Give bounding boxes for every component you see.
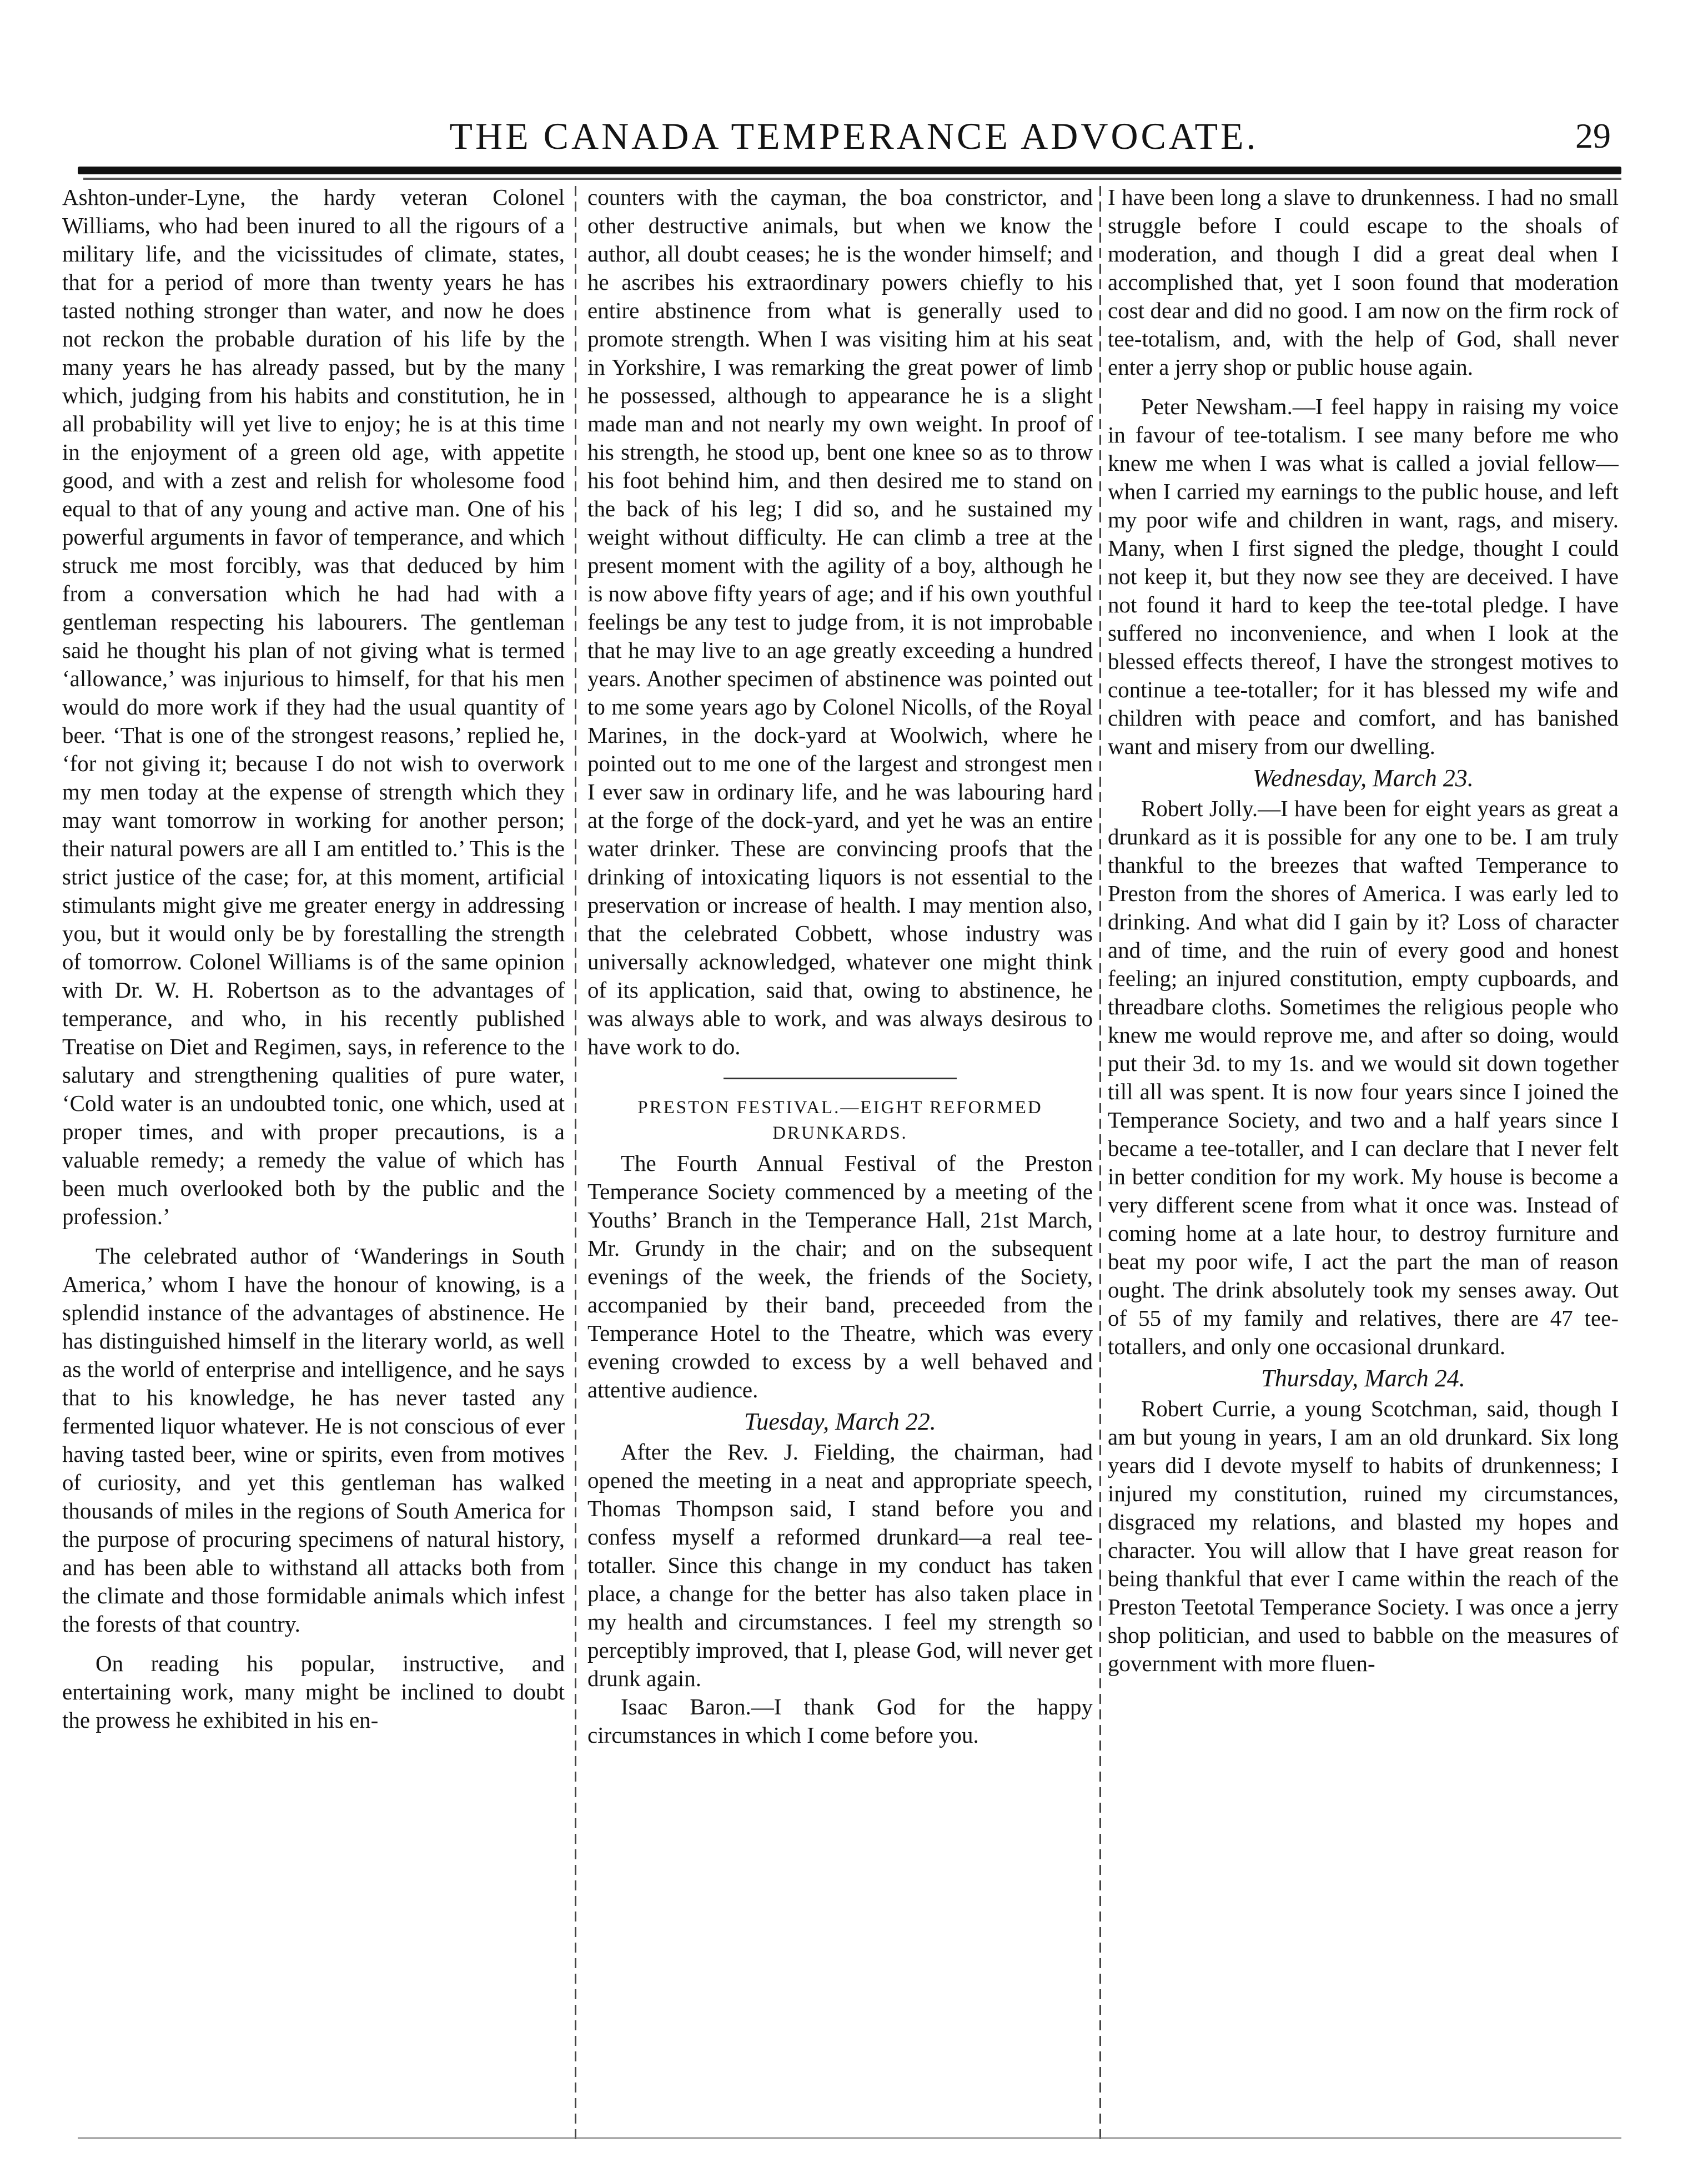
column-1 (62, 183, 565, 2126)
masthead (0, 114, 1708, 158)
column-separator (1099, 186, 1101, 2140)
paragraph: Ashton-under-Lyne, the hardy veteran Colonel Williams, who had been inured to all the rigours of a military life, and the vicissitudes of climate, states, that for a period of more than twenty years he has tasted nothing stronger than water, and now he does not reckon the probable duration of his life by the many years he has already passed, but by the many which, judging from his habits and constitution, he in all probability will yet live to enjoy; he is at this time in the enjoyment of a green old age, with appetite good, and with a zest and relish for wholesome food equal to that of any young and active man. One of his powerful arguments in favor of temperance, and which struck me most forcibly, was that deduced by him from a conversation which he had had with a gentleman respecting his labourers. The gentleman said he thought his plan of not giving what is termed ‘allowance,’ was injurious to himself, for that his men would do more work if they had the usual quantity of beer. ‘That is one of the strongest reasons,’ replied he, ‘for not giving it; because I do not wish to overwork my men today at the expense of strength which they may want tomorrow in working for another person; their natural powers are all I am entitled to.’ This is the strict justice of the case; for, at this moment, artificial stimulants might give me greater energy in addressing you, but it would only be by forestalling the strength of tomorrow. Colonel Williams is of the same opinion with Dr. W. H. Robertson as to the advantages of temperance, and who, in his recently published Treatise on Diet and Regimen, says, in reference to the salutary and strengthening qualities of pure water, ‘Cold water is an undoubted tonic, one which, used at proper times, and with proper precautions, is a valuable remedy; a remedy the value of which has been much overlooked both by the public and the profession.’ (62, 184, 565, 1229)
section-divider (724, 1078, 957, 1079)
footer-rule (78, 2137, 1621, 2139)
page-number: 29 (1575, 116, 1611, 155)
column-3 (1108, 183, 1619, 2126)
date-heading: Tuesday, March 22. (744, 1408, 936, 1435)
paragraph: Robert Jolly.—I have been for eight years as great a drunkard as it is possible for any one to be. I am truly thankful to the breezes that wafted Temperance to Preston from the shores of America. I was early led to drinking. And what did I gain by it? Loss of character and of time, and the ruin of every good and honest feeling; an injured constitution, empty cupboards, and threadbare cloths. Sometimes the religious people who knew me would reprove me, and after so doing, would put their 3d. to my 1s. and we would sit down together till all was spent. It is now four years since I joined the Temperance Society, and two and a half years since I became a tee-totaller, and I can declare that I never felt in better condition for my work. My house is become a very different scene from what it once was. Instead of coming home at a late hour, to destroy furniture and beat my poor wife, I act the part the man of reason ought. The drink absolutely took my senses away. Out of 55 of my family and relatives, there are 47 tee-totallers, and only one occasional drunkard. (1108, 796, 1619, 1359)
paragraph: On reading his popular, instructive, and entertaining work, many might be inclined to doubt the prowess he exhibited in his en- (62, 1651, 565, 1733)
date-heading: Wednesday, March 23. (1253, 764, 1474, 792)
section-heading: PRESTON FESTIVAL.—EIGHT REFORMED DRUNKARDS. (637, 1098, 1043, 1143)
column-separator (575, 186, 576, 2140)
header-rule-thin (83, 178, 1621, 180)
column-2 (587, 183, 1093, 2126)
paragraph: Isaac Baron.—I thank God for the happy circumstances in which I come before you. (587, 1694, 1093, 1748)
paragraph: After the Rev. J. Fielding, the chairman, had opened the meeting in a neat and appropriate speech, Thomas Thompson said, I stand before you and confess myself a reformed drunkard—a real tee-totaller. Since this change in my conduct has taken place, a change for the better has also taken place in my health and circumstances. I feel my strength so perceptibly improved, that I, please God, will never get drunk again. (587, 1439, 1093, 1691)
header-rule (78, 167, 1621, 174)
paragraph: I have been long a slave to drunkenness. I had no small struggle before I could escape to the shoals of moderation, and though I did a great deal when I accomplished that, yet I soon found that moderation cost dear and did no good. I am now on the firm rock of tee-totalism, and, with the help of God, shall never enter a jerry shop or public house again. (1108, 184, 1619, 380)
paragraph: Robert Currie, a young Scotchman, said, though I am but young in years, I am an old drunkard. Six long years did I devote myself to habits of drunkenness; I injured my constitution, ruined my circumstances, disgraced my relations, and blasted my hopes and character. You will allow that I have great reason for being thankful that ever I came within the reach of the Preston Teetotal Temperance Society. I was once a jerry shop politician, and used to babble on the measures of government with more fluen- (1108, 1396, 1619, 1676)
paragraph: The celebrated author of ‘Wanderings in South America,’ whom I have the honour of knowing, is a splendid instance of the advantages of abstinence. He has distinguished himself in the literary world, as well as the world of enterprise and intelligence, and he says that to his knowledge, he has never tasted any fermented liquor whatever. He is not conscious of ever having tasted beer, wine or spirits, even from motives of curiosity, and yet this gentleman has walked thousands of miles in the regions of South America for the purpose of procuring specimens of natural history, and has been able to withstand all attacks both from the climate and those formidable animals which infest the forests of that country. (62, 1243, 565, 1637)
paragraph: counters with the cayman, the boa constrictor, and other destructive animals, but when we know the author, all doubt ceases; he is the wonder himself; and he ascribes his extraordinary powers chiefly to his entire abstinence from what is generally used to promote strength. When I was visiting him at his seat in Yorkshire, I was remarking the great power of limb he possessed, although to appearance he is a slight made man and not nearly my own weight. In proof of his strength, he stood up, bent one knee so as to throw his foot behind him, and then desired me to stand on the back of his leg; I did so, and he sustained my weight without difficulty. He can climb a tree at the present moment with the agility of a boy, although he is now above fifty years of age; and if his own youthful feelings be any test to judge from, it is not improbable that he may live to an age greatly exceeding a hundred years. Another specimen of abstinence was pointed out to me some years ago by Colonel Nicolls, of the Royal Marines, in the dock-yard at Woolwich, where he pointed out to me one of the largest and strongest men I ever saw in ordinary life, and he was labouring hard at the forge of the dock-yard, and yet he was an entire water drinker. These are convincing proofs that the drinking of intoxicating liquors is not essential to the preservation or increase of health. I may mention also, that the celebrated Cobbett, whose industry was universally acknowledged, whatever one might think of its application, said that, owing to abstinence, he was always able to work, and was always desirous to have work to do. (587, 184, 1093, 1059)
paragraph: The Fourth Annual Festival of the Preston Temperance Society commenced by a meeting of the Youths’ Branch in the Temperance Hall, 21st March, Mr. Grundy in the chair; and on the subsequent evenings of the week, the friends of the Society, accompanied by their band, preceeded from the Temperance Hotel to the Theatre, which was every evening crowded to excess by a well behaved and attentive audience. (587, 1150, 1093, 1402)
date-heading: Thursday, March 24. (1261, 1365, 1465, 1392)
paragraph: Peter Newsham.—I feel happy in raising my voice in favour of tee-totalism. I see many before me who knew me when I was what is called a jovial fellow—when I carried my earnings to the public house, and left my poor wife and children in want, rags, and misery. Many, when I first signed the pledge, thought I could not keep it, but they now see they are deceived. I have not found it hard to keep the tee-total pledge. I have suffered no inconvenience, and when I look at the blessed effects thereof, I have the strongest motives to continue a tee-totaller; for it has blessed my wife and children with peace and comfort, and has banished want and misery from our dwelling. (1108, 394, 1619, 759)
newspaper-title: THE CANADA TEMPERANCE ADVOCATE. (449, 115, 1259, 157)
